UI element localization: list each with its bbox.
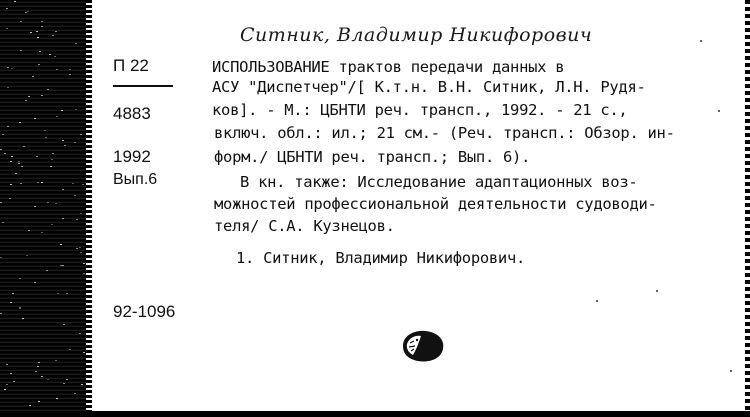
- scan-speck: [62, 265, 64, 266]
- scan-speck: [10, 302, 12, 303]
- scan-speck: [37, 182, 39, 183]
- scan-speck: [45, 137, 47, 138]
- scan-speck: [0, 313, 2, 314]
- description-line: В кн. также: Исследование адаптационных воз-: [240, 173, 638, 191]
- scan-speck: [56, 69, 58, 70]
- author-handwritten-heading: Ситник, Владимир Никифорович: [240, 24, 593, 46]
- scan-speck: [28, 230, 30, 231]
- scan-speck: [55, 360, 57, 361]
- scan-speck: [62, 189, 64, 190]
- scan-speck: [56, 398, 58, 399]
- scan-speck: [46, 270, 48, 271]
- scan-speck: [62, 140, 64, 141]
- dust-speck: [700, 40, 702, 42]
- scan-speck: [41, 232, 43, 233]
- description-line: теля/ С.А. Кузнецов.: [214, 217, 395, 235]
- scan-speck: [4, 153, 6, 154]
- scan-speck: [21, 166, 23, 167]
- description-line: форм./ ЦБНТИ реч. трансп.; Вып. 6).: [214, 148, 531, 166]
- scan-speck: [54, 56, 56, 57]
- description-line: можностей профессиональной деятельности судоводи-: [214, 195, 657, 213]
- scan-speck: [29, 405, 31, 406]
- subject-tracing: 1. Ситник, Владимир Никифорович.: [236, 249, 526, 267]
- scan-speck: [26, 255, 28, 256]
- scan-speck: [55, 31, 57, 32]
- scan-speck: [10, 373, 12, 374]
- scan-speck: [20, 50, 22, 51]
- scan-speck: [22, 318, 24, 319]
- scan-speck: [37, 37, 39, 38]
- scan-speck: [81, 384, 83, 385]
- scan-speck: [74, 142, 76, 143]
- scan-speck: [72, 183, 74, 184]
- scan-speck: [19, 307, 21, 308]
- scan-speck: [12, 293, 14, 294]
- description-line: ИСПОЛЬЗОВАНИЕ трактов передачи данных в: [212, 58, 565, 76]
- scan-speck: [7, 67, 9, 68]
- record-id: 92-1096: [113, 302, 176, 321]
- scan-speck: [80, 252, 82, 253]
- scan-speck: [6, 384, 8, 385]
- scan-speck: [69, 74, 71, 75]
- scan-speck: [66, 379, 68, 380]
- dust-speck: [730, 370, 732, 372]
- scan-speck: [76, 248, 78, 249]
- scan-speck: [32, 76, 34, 77]
- scan-speck: [35, 371, 37, 372]
- scan-speck: [64, 145, 66, 146]
- dust-speck: [596, 300, 598, 302]
- scan-speck: [44, 130, 46, 131]
- scan-speck: [61, 110, 63, 111]
- scan-speck: [27, 11, 29, 12]
- publication-year: 1992: [113, 147, 151, 166]
- inventory-number: 4883: [113, 104, 151, 123]
- scan-speck: [47, 89, 49, 90]
- dust-speck: [718, 110, 720, 112]
- scan-speck: [19, 122, 21, 123]
- scan-speck: [60, 265, 62, 266]
- scan-speck: [52, 35, 54, 36]
- scan-speck: [11, 156, 13, 157]
- scan-speck: [62, 218, 64, 219]
- scan-speck: [83, 352, 85, 353]
- description-line: включ. обл.: ил.; 21 см.- (Реч. трансп.: Обзор. ин-: [214, 124, 675, 142]
- scan-speck: [19, 308, 21, 309]
- scan-speck: [11, 68, 13, 69]
- issue-number: Вып.6: [113, 171, 158, 188]
- scan-speck: [13, 381, 15, 382]
- scan-speck: [2, 134, 4, 135]
- scan-speck: [34, 282, 36, 283]
- scan-speck: [30, 32, 32, 33]
- scan-speck: [18, 161, 20, 162]
- scan-speck: [18, 163, 20, 164]
- scan-speck: [14, 1, 16, 2]
- scan-speck: [28, 96, 30, 97]
- scan-speck: [47, 379, 49, 380]
- scan-speck: [4, 389, 6, 390]
- punch-hole-mark: [397, 328, 447, 364]
- scan-speck: [57, 293, 59, 294]
- scan-speck: [0, 202, 2, 203]
- scan-speck: [50, 166, 52, 167]
- scan-speck: [15, 173, 17, 174]
- scan-speck: [75, 43, 77, 44]
- scan-speck: [7, 126, 9, 127]
- scan-speck: [38, 362, 40, 363]
- scan-speck: [0, 149, 2, 150]
- scan-speck: [80, 134, 82, 135]
- scan-speck: [6, 364, 8, 365]
- scan-speck: [47, 202, 49, 203]
- scan-speck: [34, 206, 36, 207]
- scan-speck: [41, 95, 43, 96]
- scan-speck: [36, 156, 38, 157]
- description-line: АСУ "Диспетчер"/[ К.т.н. В.Н. Ситник, Л.Н. Рудя-: [212, 78, 646, 96]
- scan-speck: [41, 21, 43, 22]
- scan-speck: [10, 184, 12, 185]
- scan-speck: [74, 393, 76, 394]
- scan-speck: [34, 118, 36, 119]
- description-line: ков]. - М.: ЦБНТИ реч. трансп., 1992. - 21 с.,: [212, 101, 628, 119]
- scan-speck: [83, 273, 85, 274]
- scan-speck: [38, 64, 40, 65]
- scan-speck: [41, 26, 43, 27]
- scan-speck: [56, 116, 58, 117]
- scan-speck: [23, 146, 25, 147]
- scan-speck: [82, 184, 84, 185]
- scan-speck: [79, 247, 81, 248]
- scan-speck: [55, 203, 57, 204]
- scan-speck: [39, 51, 41, 52]
- scan-speck: [38, 401, 40, 402]
- scan-speck: [20, 21, 22, 22]
- scan-speck: [51, 224, 53, 225]
- scan-speck: [60, 244, 62, 245]
- call-number-rule: [113, 85, 173, 87]
- scan-speck: [83, 263, 85, 264]
- scan-speck: [25, 100, 27, 101]
- scan-speck: [36, 31, 38, 32]
- scan-edge-bottom: [0, 411, 750, 417]
- scan-speck: [49, 54, 51, 55]
- scan-speck: [7, 87, 9, 88]
- scan-speck: [74, 195, 76, 196]
- scan-speck: [79, 333, 81, 334]
- scan-speck: [6, 8, 8, 9]
- scan-speck: [41, 376, 43, 377]
- scan-speck: [76, 219, 78, 220]
- scan-edge-left: [0, 0, 93, 417]
- scan-edge-right: [745, 0, 750, 417]
- scan-speck: [75, 109, 77, 110]
- scan-speck: [20, 183, 22, 184]
- scan-speck: [51, 159, 53, 160]
- scan-speck: [25, 12, 27, 13]
- scan-speck: [69, 349, 71, 350]
- scan-speck: [6, 28, 8, 29]
- scan-speck: [63, 324, 65, 325]
- call-number: П 22: [113, 56, 149, 75]
- scan-speck: [52, 153, 54, 154]
- scan-speck: [2, 222, 4, 223]
- scan-speck: [63, 383, 65, 384]
- scan-speck: [0, 257, 2, 258]
- dust-speck: [656, 290, 658, 292]
- scan-speck: [10, 161, 12, 162]
- scan-speck: [9, 198, 11, 199]
- scan-speck: [66, 293, 68, 294]
- scan-speck: [69, 69, 71, 70]
- scan-speck: [41, 182, 43, 183]
- scan-speck: [19, 278, 21, 279]
- scan-speck: [80, 213, 82, 214]
- scan-speck: [37, 366, 39, 367]
